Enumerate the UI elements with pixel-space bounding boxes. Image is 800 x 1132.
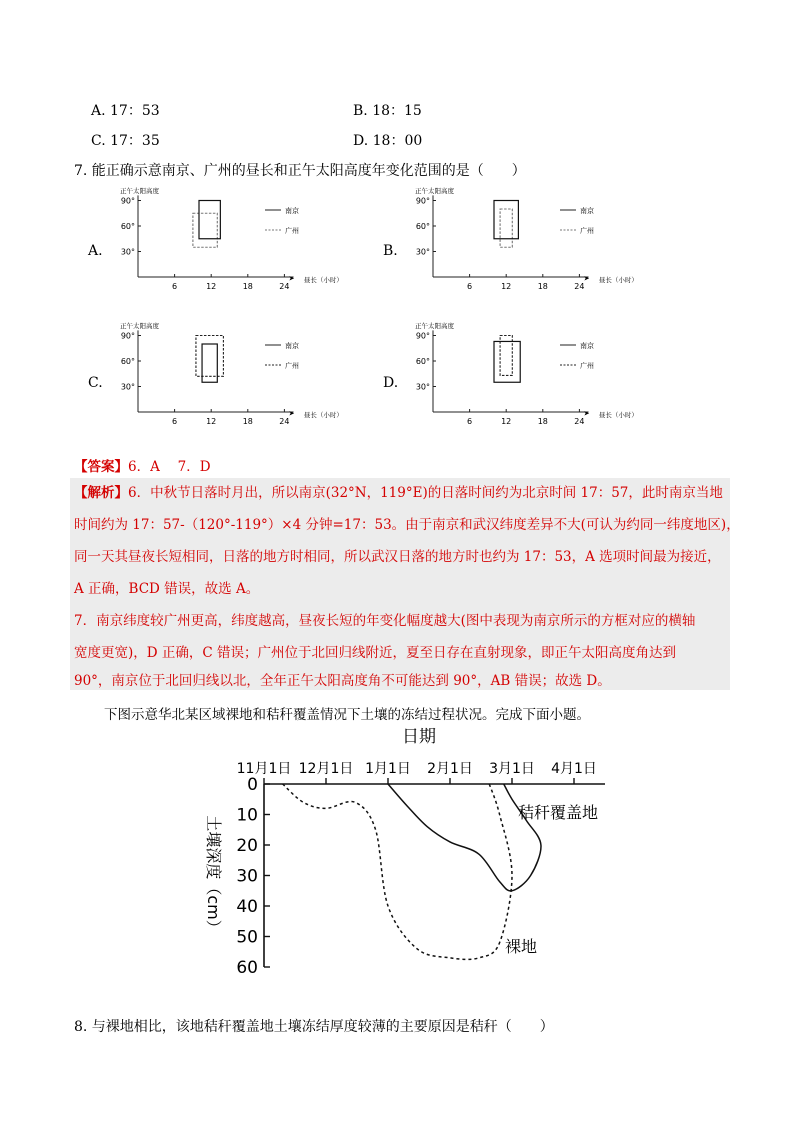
label-bare: 裸地 <box>505 937 538 956</box>
x-axis-title: 昼长（小时） <box>303 276 343 284</box>
panel-label: A. <box>88 243 103 259</box>
option-d: D. 18：00 <box>353 133 423 149</box>
x-tick-label: 12 <box>206 417 217 426</box>
panel-d-chart <box>383 320 653 435</box>
guangzhou-range-box <box>500 209 512 247</box>
analysis-label: 【解析】 <box>74 485 128 501</box>
y-tick-label: 60 <box>236 958 258 978</box>
y-tick-label: 30° <box>120 382 135 392</box>
x-tick-label: 3月1日 <box>489 761 535 777</box>
y-axis-title: 土壤深度（cm） <box>204 815 223 936</box>
nanjing-range-box <box>494 201 518 239</box>
y-tick-label: 90° <box>415 196 430 206</box>
option-b: B. 18：15 <box>353 103 422 119</box>
x-tick-label: 12 <box>206 282 217 291</box>
x-tick-label: 4月1日 <box>551 761 597 777</box>
x-axis-title: 昼长（小时） <box>303 411 343 419</box>
panel-b <box>383 185 653 300</box>
analysis-line-1 <box>74 478 723 509</box>
label-straw: 秸秆覆盖地 <box>518 803 599 822</box>
panel-label: B. <box>383 243 398 259</box>
y-tick-label: 60° <box>120 357 135 366</box>
panel-b-chart <box>383 185 653 300</box>
y-tick-label: 20 <box>236 836 258 856</box>
x-tick-label: 18 <box>537 417 548 426</box>
answer-label: 【答案】 <box>74 459 128 475</box>
x-axis-title: 日期 <box>402 727 436 747</box>
question-7-stem: 7. 能正确示意南京、广州的昼长和正午太阳高度年变化范围的是（ ） <box>74 163 526 179</box>
x-tick-label: 24 <box>279 417 290 426</box>
panel-a-chart <box>88 185 358 300</box>
panel-d <box>383 320 653 435</box>
legend-guangzhou-label: 广州 <box>285 362 299 370</box>
x-tick-label: 6 <box>172 282 178 291</box>
panel-label: D. <box>383 375 399 391</box>
x-tick-label: 24 <box>279 282 290 291</box>
x-tick-label: 1月1日 <box>365 761 411 777</box>
y-axis-title: 正午太阳高度 <box>415 322 454 330</box>
question-8-stem: 8. 与裸地相比，该地秸秆覆盖地土壤冻结厚度较薄的主要原因是秸秆（ ） <box>74 1019 554 1035</box>
x-tick-label: 12 <box>501 282 512 291</box>
panel-a <box>88 185 358 300</box>
series-bare-curve <box>283 784 512 959</box>
x-tick-label: 12月1日 <box>298 761 354 777</box>
y-tick-label: 90° <box>120 331 135 341</box>
legend-guangzhou-label: 广州 <box>580 362 594 370</box>
y-axis-title: 正午太阳高度 <box>120 187 159 195</box>
x-axis-arrow: ➤ <box>583 409 590 418</box>
x-tick-label: 6 <box>172 417 178 426</box>
answer-text: 6．A 7．D <box>128 459 211 475</box>
x-axis-title: 昼长（小时） <box>598 411 638 419</box>
y-tick-label: 90° <box>120 196 135 206</box>
y-tick-label: 30° <box>415 247 430 257</box>
option-c: C. 17：35 <box>91 133 160 149</box>
y-tick-label: 10 <box>236 805 258 826</box>
analysis-line-7: 90°，南京位于北回归线以北，全年正午太阳高度角不可能达到 90°，AB 错误；故选 D。 <box>74 673 611 689</box>
analysis-text: 6．中秋节日落时月出，所以南京(32°N，119°E)的日落时间约为北京时间 17：57，此时南京当地 <box>128 485 723 501</box>
intro-text: 下图示意华北某区域裸地和秸秆覆盖情况下土壤的冻结过程状况。完成下面小题。 <box>104 707 590 723</box>
y-tick-label: 30° <box>120 247 135 257</box>
nanjing-range-box <box>494 341 520 382</box>
y-tick-label: 60° <box>415 357 430 366</box>
x-tick-label: 18 <box>242 417 253 426</box>
x-tick-label: 11月1日 <box>236 761 292 777</box>
x-axis-arrow: ➤ <box>288 274 295 283</box>
panel-label: C. <box>88 375 103 391</box>
legend-nanjing-label: 南京 <box>580 342 594 350</box>
y-tick-label: 60° <box>415 222 430 231</box>
legend-nanjing-label: 南京 <box>285 342 299 350</box>
x-tick-label: 18 <box>537 282 548 291</box>
x-tick-label: 12 <box>501 417 512 426</box>
option-a: A. 17：53 <box>91 103 160 119</box>
legend-guangzhou-label: 广州 <box>285 227 299 235</box>
y-tick-label: 40 <box>236 897 258 917</box>
x-tick-label: 18 <box>242 282 253 291</box>
x-axis-arrow: ➤ <box>288 409 295 418</box>
y-tick-label: 50 <box>236 927 258 948</box>
analysis-line-4: A 正确，BCD 错误，故选 A。 <box>74 581 260 597</box>
guangzhou-range-box <box>193 213 217 247</box>
y-tick-label: 90° <box>415 331 430 341</box>
analysis-line-3: 同一天其昼夜长短相同，日落的地方时相同，所以武汉日落的地方时也约为 17：53，A 选项时间最为接近， <box>74 549 721 565</box>
series-straw-curve <box>388 784 541 891</box>
x-tick-label: 24 <box>574 417 585 426</box>
y-axis-title: 正午太阳高度 <box>415 187 454 195</box>
x-tick-label: 6 <box>467 282 473 291</box>
x-axis-arrow: ➤ <box>583 274 590 283</box>
y-tick-label: 30° <box>415 382 430 392</box>
legend-nanjing-label: 南京 <box>580 207 594 215</box>
x-tick-label: 24 <box>574 282 585 291</box>
analysis-line-2: 时间约为 17：57-（120°-119°）×4 分钟=17：53。由于南京和武汉纬度差异不大(可认为约同一纬度地区)， <box>74 517 740 533</box>
analysis-line-5: 7．南京纬度较广州更高，纬度越高，昼夜长短的年变化幅度越大(图中表现为南京所示的方框对应的横轴 <box>74 613 696 629</box>
panel-c-chart <box>88 320 358 435</box>
y-tick-label: 0 <box>247 775 258 795</box>
guangzhou-range-box <box>196 336 223 377</box>
panel-c <box>88 320 358 435</box>
soil-freeze-chart <box>180 722 620 982</box>
x-axis-title: 昼长（小时） <box>598 276 638 284</box>
y-tick-label: 60° <box>120 222 135 231</box>
x-tick-label: 2月1日 <box>427 761 473 777</box>
y-tick-label: 30 <box>236 866 258 887</box>
legend-guangzhou-label: 广州 <box>580 227 594 235</box>
y-axis-title: 正午太阳高度 <box>120 322 159 330</box>
legend-nanjing-label: 南京 <box>285 207 299 215</box>
x-tick-label: 6 <box>467 417 473 426</box>
analysis-line-6: 宽度更宽)，D 正确，C 错误；广州位于北回归线附近，夏至日存在直射现象，即正午太阳高度角达到 <box>74 645 677 661</box>
